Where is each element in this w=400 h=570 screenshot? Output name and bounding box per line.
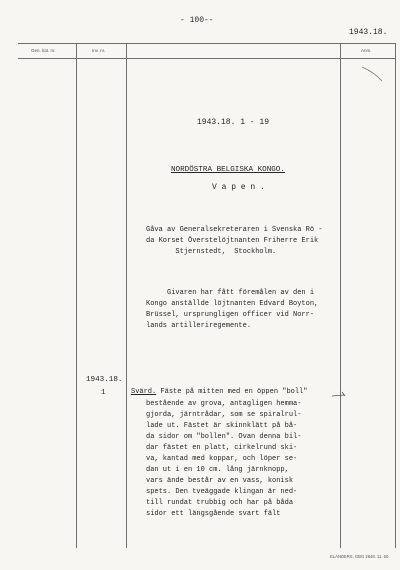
item-line-9: spets. Den tveäggade klingan är ned-: [146, 488, 298, 496]
origin-line-2: Kongo anställde löjtnanten Edvard Boyton,: [146, 300, 319, 308]
column-header-anm: Anm.: [361, 48, 372, 53]
item-first-line: [131, 387, 307, 397]
pencil-tick-icon: [330, 388, 350, 404]
item-first-line-rest: Fäste på mitten med en öppen "boll": [156, 388, 308, 396]
item-line-10: till rundat trubbig och har på båda: [146, 499, 294, 507]
origin-line-3: Brüssel, ursprungligen officer vid Norr-: [146, 311, 315, 319]
top-border: [18, 43, 395, 44]
header-rule: [18, 58, 395, 59]
item-line-3: lade ut. Fästet är skinnklätt på bå-: [146, 422, 298, 430]
gift-line-3: Stjernstedt, Stockholm.: [146, 248, 277, 256]
column-header-inv: Inv. nr.: [92, 48, 106, 53]
region-title: NORDÖSTRA BELGISKA KONGO.: [171, 166, 285, 174]
item-line-7: dan ut i en 10 cm. lång järnknopp,: [146, 466, 289, 474]
category-label: V a p e n .: [212, 183, 265, 192]
printer-imprint: ELANDERS, GBG 2848. 11. 60.: [330, 554, 390, 559]
item-line-4: da sidor om "bollen". Ovan denna bil-: [146, 433, 302, 441]
item-title: Svärd.: [131, 388, 157, 396]
item-line-6: va, kantad med koppar, och löper se-: [146, 455, 298, 463]
inventory-number: 1943.18.: [86, 376, 123, 384]
item-line-1: bestående av grova, antagligen hemma-: [146, 400, 302, 408]
range-title: 1943.18. 1 - 19: [197, 118, 270, 127]
item-line-8: vars ände består av en vass, konisk: [146, 477, 294, 485]
column-divider-2: [126, 43, 127, 548]
year-reference: 1943.18.: [349, 28, 388, 37]
column-header-gen-kat: Gen. kat. nr.: [31, 48, 56, 53]
column-divider-1: [76, 43, 77, 548]
gift-line-2: da Korset Överstelöjtnanten Friherre Erik: [146, 237, 319, 245]
pencil-mark-icon: [360, 64, 390, 84]
item-sub-number: 1: [101, 389, 106, 397]
gift-line-1: Gåva av Generalsekreteraren i Svenska Rö -: [146, 226, 323, 234]
page-number: - 100--: [180, 16, 214, 25]
item-line-5: dar fästet en platt, cirkelrund ski-: [146, 444, 298, 452]
origin-line-4: lands artilleriregemente.: [146, 322, 252, 330]
column-divider-3: [340, 43, 341, 548]
origin-line-1: Givaren har fått föremålen av den i: [146, 289, 315, 297]
item-line-2: gjorda, järntrådar, som se spiralrul-: [146, 411, 302, 419]
right-border: [395, 43, 396, 548]
item-line-11: sidor ett längsgående svart fält: [146, 510, 281, 518]
